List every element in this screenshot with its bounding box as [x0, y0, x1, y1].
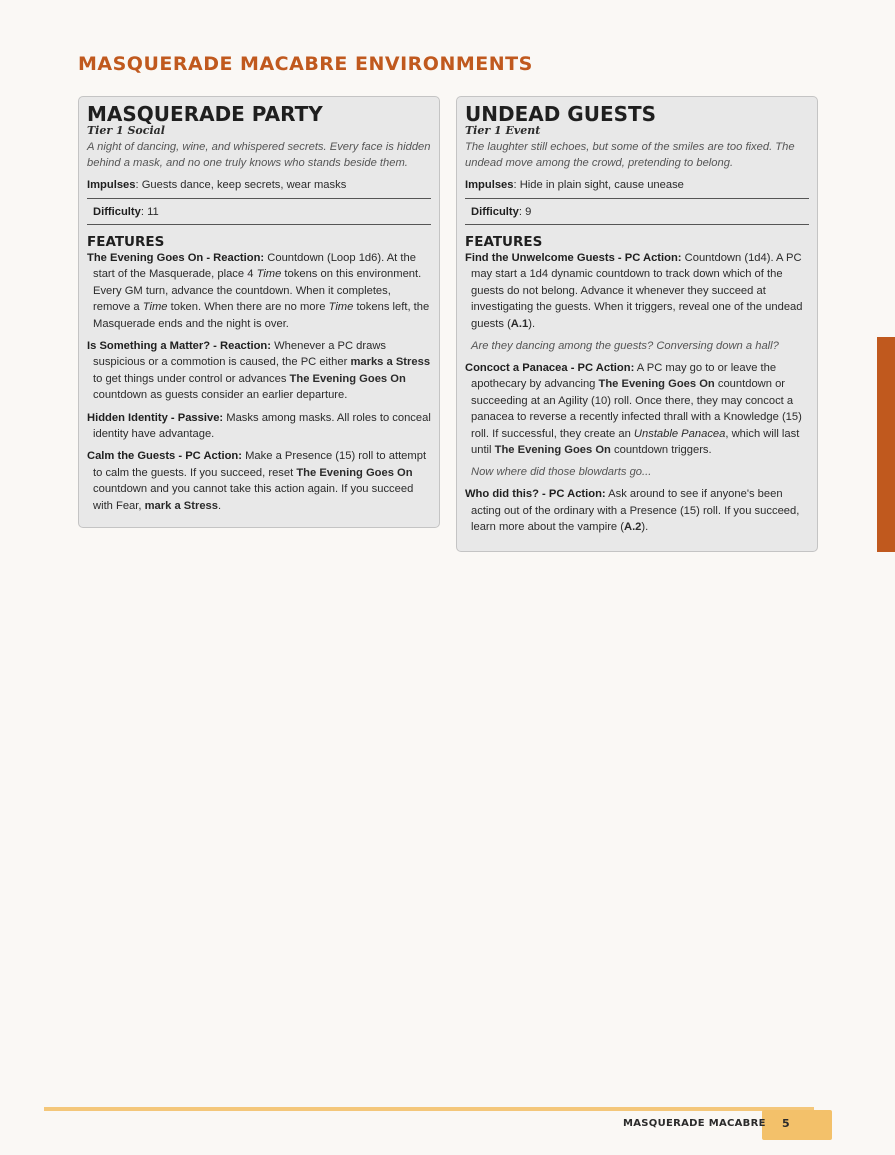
card-title: MASQUERADE PARTY — [87, 102, 323, 126]
card-tier: Tier 1 Social — [87, 124, 165, 137]
feature-text: Ask around to see if anyone's been acting out of the ordinary with a Presence (15) roll. If you succeed, learn more about the vampire ( — [471, 488, 800, 534]
feature-text: ). — [641, 521, 649, 534]
difficulty-row — [87, 198, 431, 225]
impulses-value: : Guests dance, keep secrets, wear masks — [135, 179, 347, 191]
footer-band — [44, 1107, 814, 1111]
page-heading: MASQUERADE MACABRE ENVIRONMENTS — [78, 53, 533, 75]
feature-text: Countdown (Loop 1d6). At the start of the Masquerade, place 4 — [93, 252, 416, 281]
features-heading: FEATURES — [87, 234, 165, 250]
feature-text: Countdown (1d4). A PC may start a 1d4 dynamic countdown to track down which of the guests do not belong. Advance it whenever they succeed at investigating the guests. When it triggers, reveal one of the undead guests ( — [471, 252, 803, 330]
feature-name: Concoct a Panacea - PC Action: — [465, 362, 635, 375]
impulses-label: Impulses — [87, 179, 136, 191]
card-description: The laughter still echoes, but some of the smiles are too fixed. The undead move among the crowd, pretending to belong. — [465, 141, 795, 169]
feature-text: to get things under control or advances — [93, 372, 290, 385]
feature-text: ). — [528, 317, 536, 330]
feature-text: Whenever a PC draws suspicious or a commotion is caused, the PC either — [93, 340, 387, 369]
environment-card-masquerade-party — [78, 96, 440, 528]
feature-text: tokens on this environment. Every GM turn, advance the countdown. When it completes, remove a — [93, 268, 422, 314]
feature-italic: Unstable Panacea — [633, 427, 726, 440]
feature-bold: The Evening Goes On — [494, 444, 611, 457]
flavor-text: Are they dancing among the guests? Conversing down a hall? — [471, 340, 779, 353]
feature-calm-the-guests — [87, 448, 431, 514]
footer-title: MASQUERADE MACABRE — [623, 1118, 766, 1129]
feature-italic: Time — [328, 301, 354, 314]
feature-bold: A.2 — [623, 521, 642, 534]
environment-card-undead-guests — [456, 96, 818, 552]
chapter-side-tab — [877, 337, 895, 552]
features-heading: FEATURES — [465, 234, 543, 250]
page-number: 5 — [782, 1117, 790, 1130]
feature-text: Masks among masks. All roles to conceal identity have advantage. — [93, 411, 431, 441]
difficulty-value: : 11 — [140, 206, 159, 218]
feature-bold: A.1 — [510, 317, 529, 330]
feature-text: countdown triggers. — [610, 444, 712, 457]
card-tier: Tier 1 Event — [465, 124, 541, 137]
feature-the-evening-goes-on — [87, 250, 431, 332]
feature-text: countdown as guests consider an earlier departure. — [93, 389, 348, 402]
feature-name: Calm the Guests - PC Action: — [87, 450, 242, 463]
feature-text: Make a Presence (15) roll to attempt to calm the guests. If you succeed, reset — [93, 450, 427, 479]
feature-is-something-a-matter — [87, 338, 431, 404]
card-title: UNDEAD GUESTS — [465, 102, 657, 126]
impulses-line — [465, 177, 809, 193]
feature-text: token. When there are no more — [167, 301, 329, 314]
feature-text: , which will last until — [471, 427, 800, 457]
difficulty-label: Difficulty — [93, 206, 141, 218]
feature-name: The Evening Goes On - Reaction: — [87, 252, 265, 264]
feature-bold: mark a Stress — [144, 499, 219, 512]
feature-italic: Time — [256, 268, 282, 281]
impulses-label: Impulses — [465, 179, 514, 191]
impulses-line — [87, 177, 431, 193]
feature-bold: The Evening Goes On — [296, 466, 413, 479]
difficulty-label: Difficulty — [471, 206, 519, 218]
feature-name: Who did this? - PC Action: — [465, 488, 606, 501]
footer-page-box — [762, 1110, 832, 1140]
feature-name: Is Something a Matter? - Reaction: — [87, 340, 271, 353]
feature-bold: The Evening Goes On — [289, 372, 406, 385]
difficulty-value: : 9 — [518, 206, 532, 218]
feature-concoct-a-panacea — [465, 360, 809, 458]
feature-bold: marks a Stress — [350, 356, 431, 369]
feature-italic: Time — [142, 301, 168, 314]
difficulty-row — [465, 198, 809, 225]
feature-who-did-this — [465, 486, 809, 535]
feature-bold: The Evening Goes On — [598, 378, 715, 391]
feature-text: . — [218, 499, 222, 512]
feature-hidden-identity — [87, 410, 431, 443]
feature-find-the-unwelcome-guests — [465, 250, 809, 332]
card-description: A night of dancing, wine, and whispered secrets. Every face is hidden behind a mask, and no one truly knows who stands beside them. — [87, 141, 431, 169]
impulses-value: : Hide in plain sight, cause unease — [513, 179, 684, 191]
feature-name: Find the Unwelcome Guests - PC Action: — [465, 252, 682, 264]
feature-text: countdown and you cannot take this action again. If you succeed with Fear, — [93, 483, 414, 512]
feature-text: tokens left, the Masquerade ends and the night is over. — [93, 301, 430, 330]
feature-text: A PC may go to or leave the apothecary by advancing — [471, 362, 777, 391]
flavor-text: Now where did those blowdarts go... — [471, 466, 652, 479]
feature-name: Hidden Identity - Passive: — [87, 411, 224, 424]
feature-text: countdown or succeeding at an Agility (10) roll. Once there, they may concoct a panacea to reverse a recently infected thrall with a Knowledge (15) roll. If successful, they create an — [471, 378, 802, 440]
